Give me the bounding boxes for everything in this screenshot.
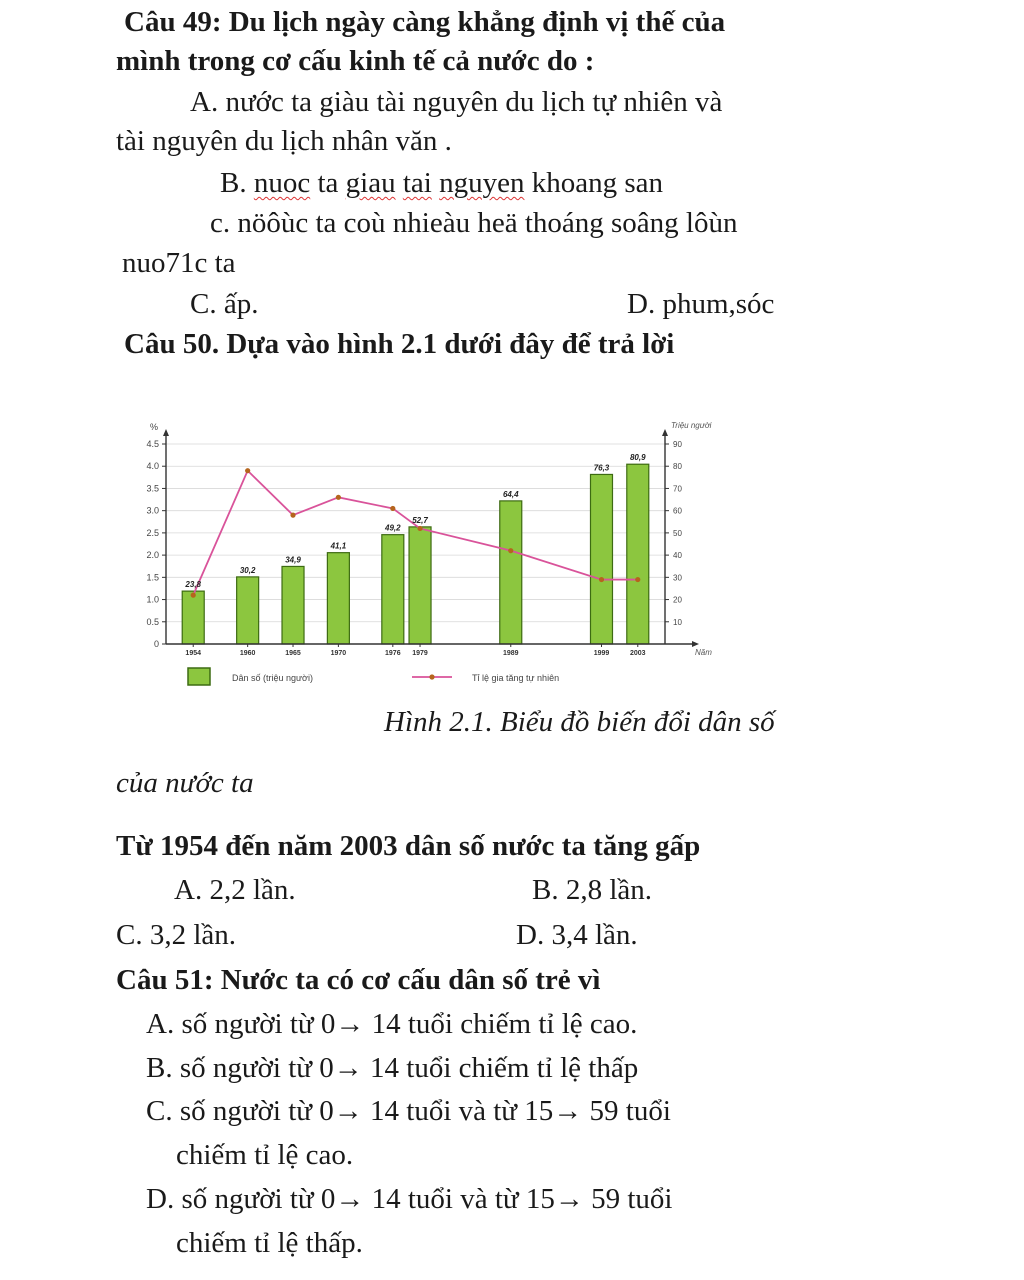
growth-rate-point [191, 593, 196, 598]
legend-bar-label: Dân số (triệu người) [232, 673, 313, 683]
q49-option-b [220, 165, 663, 201]
q49-title-line2: mình trong cơ cấu kinh tế cả nước do : [116, 45, 595, 77]
left-tick-label: 1.0 [146, 594, 159, 605]
bar-value-label: 30,2 [239, 565, 256, 575]
figure-caption-line2: của nước ta [116, 767, 254, 799]
bar [590, 474, 612, 644]
q49-option-a-line1: A. nước ta giàu tài nguyên du lịch tự nhiên và [190, 86, 723, 118]
bar [182, 591, 204, 644]
right-tick-label: 50 [673, 528, 682, 538]
spellcheck-word: tai [402, 167, 432, 199]
right-tick-label: 80 [673, 462, 682, 472]
bar [382, 535, 404, 644]
bar [409, 527, 431, 644]
q49-choice-d: D. phum,sóc [627, 288, 775, 320]
growth-rate-point [245, 468, 250, 473]
x-tick-label: 1999 [593, 650, 610, 657]
left-tick-label: 2.5 [146, 527, 159, 538]
right-tick-label: 60 [673, 506, 682, 516]
right-tick-label: 70 [673, 484, 682, 494]
q49-option-a-line2: tài nguyên du lịch nhân văn . [116, 125, 452, 157]
right-tick-label: 90 [673, 440, 682, 449]
left-tick-label: 0.5 [146, 616, 159, 627]
bar-value-label: 52,7 [412, 515, 428, 525]
x-tick-label: 1979 [412, 650, 428, 657]
left-tick-label: 2.0 [146, 550, 159, 561]
x-tick-label: 1965 [285, 650, 301, 657]
growth-rate-point [290, 513, 295, 518]
q51-option-c-line2: chiếm tỉ lệ cao. [176, 1139, 354, 1171]
q50-option-d: D. 3,4 lần. [516, 919, 638, 951]
left-tick-label: 1.5 [146, 572, 159, 583]
q51-option-d-line2: chiếm tỉ lệ thấp. [176, 1227, 363, 1259]
left-tick-label: 4.0 [146, 461, 159, 472]
right-tick-label: 20 [673, 595, 682, 605]
left-tick-label: 4.5 [146, 439, 159, 449]
bar [237, 577, 259, 644]
growth-rate-point [417, 526, 422, 531]
q51-option-d-line1: D. số người từ 0→ 14 tuổi và từ 15→ 59 tuổi [146, 1183, 673, 1215]
left-axis-title: % [150, 422, 159, 432]
right-axis-title: Triệu người [671, 421, 712, 430]
right-tick-label: 30 [673, 573, 682, 583]
q50-option-c: C. 3,2 lần. [116, 919, 237, 951]
q49-option-c-line2: nuo71c ta [122, 247, 236, 279]
figure-caption-line1: Hình 2.1. Biểu đồ biến đổi dân số [384, 706, 775, 738]
x-tick-label: 1960 [239, 650, 256, 657]
q49-option-b-word: ta [317, 167, 339, 199]
bar [500, 501, 522, 644]
bar-value-label: 76,3 [593, 463, 610, 473]
x-axis-arrow [692, 641, 699, 647]
bar [627, 464, 649, 644]
spellcheck-word: giau [345, 167, 396, 199]
growth-rate-point [390, 506, 395, 511]
chart-bars [182, 464, 649, 644]
x-axis-title: Năm [695, 648, 712, 657]
q51-option-a: A. số người từ 0→ 14 tuổi chiếm tỉ lệ cao. [146, 1008, 638, 1040]
x-tick-label: 1970 [330, 650, 347, 657]
bar-value-label: 49,2 [385, 523, 401, 533]
bar-value-label: 64,4 [502, 489, 519, 499]
x-tick-label: 1976 [385, 650, 401, 657]
left-tick-label: 3.5 [146, 483, 159, 494]
q49-option-b-prefix: B. [220, 167, 254, 199]
q50-question: Từ 1954 đến năm 2003 dân số nước ta tăng gấp [116, 830, 701, 862]
x-tick-label: 2003 [629, 650, 646, 657]
q50-option-b: B. 2,8 lần. [532, 874, 653, 906]
growth-rate-point [508, 548, 513, 553]
q51-option-c-line1: C. số người từ 0→ 14 tuổi và từ 15→ 59 tuổi [146, 1095, 671, 1127]
growth-rate-point [599, 577, 604, 582]
x-tick-label: 1954 [185, 650, 202, 657]
left-tick-label: 3.0 [146, 505, 159, 516]
bar-value-label: 80,9 [629, 453, 646, 463]
population-chart [130, 410, 770, 710]
legend-line-label: Tỉ lệ gia tăng tự nhiên [472, 673, 560, 683]
bar [282, 566, 304, 644]
legend-bar-swatch [188, 668, 210, 685]
q51-title: Câu 51: Nước ta có cơ cấu dân số trẻ vì [116, 964, 601, 996]
bar-value-label: 23,8 [185, 580, 202, 590]
bar [327, 553, 349, 644]
q49-title-line1: Câu 49: Du lịch ngày càng khẳng định vị thế của [124, 6, 726, 38]
q50-title: Câu 50. Dựa vào hình 2.1 dưới đây để trả lời [124, 328, 675, 360]
q49-option-b-rest: khoang san [531, 167, 663, 199]
spellcheck-word: nuoc [253, 167, 311, 199]
x-tick-label: 1989 [502, 650, 519, 657]
q49-option-c-line1: c. nöôùc ta coù nhieàu heä thoáng soâng lôùn [210, 207, 738, 239]
chart-legend [188, 668, 559, 685]
q50-option-a: A. 2,2 lần. [174, 874, 296, 906]
right-tick-label: 10 [673, 617, 682, 627]
bar-value-label: 41,1 [330, 541, 347, 551]
growth-rate-point [336, 495, 341, 500]
bar-value-label: 34,9 [285, 555, 301, 565]
right-tick-label: 40 [673, 551, 682, 561]
left-tick-label: 0 [153, 639, 159, 649]
left-axis-arrow [163, 429, 169, 436]
legend-line-marker [429, 674, 434, 679]
q49-choice-c: C. ấp. [190, 288, 259, 320]
q51-option-b: B. số người từ 0→ 14 tuổi chiếm tỉ lệ thấp [146, 1052, 639, 1084]
right-axis-arrow [662, 429, 668, 436]
spellcheck-word: nguyen [439, 167, 525, 199]
growth-rate-point [635, 577, 640, 582]
